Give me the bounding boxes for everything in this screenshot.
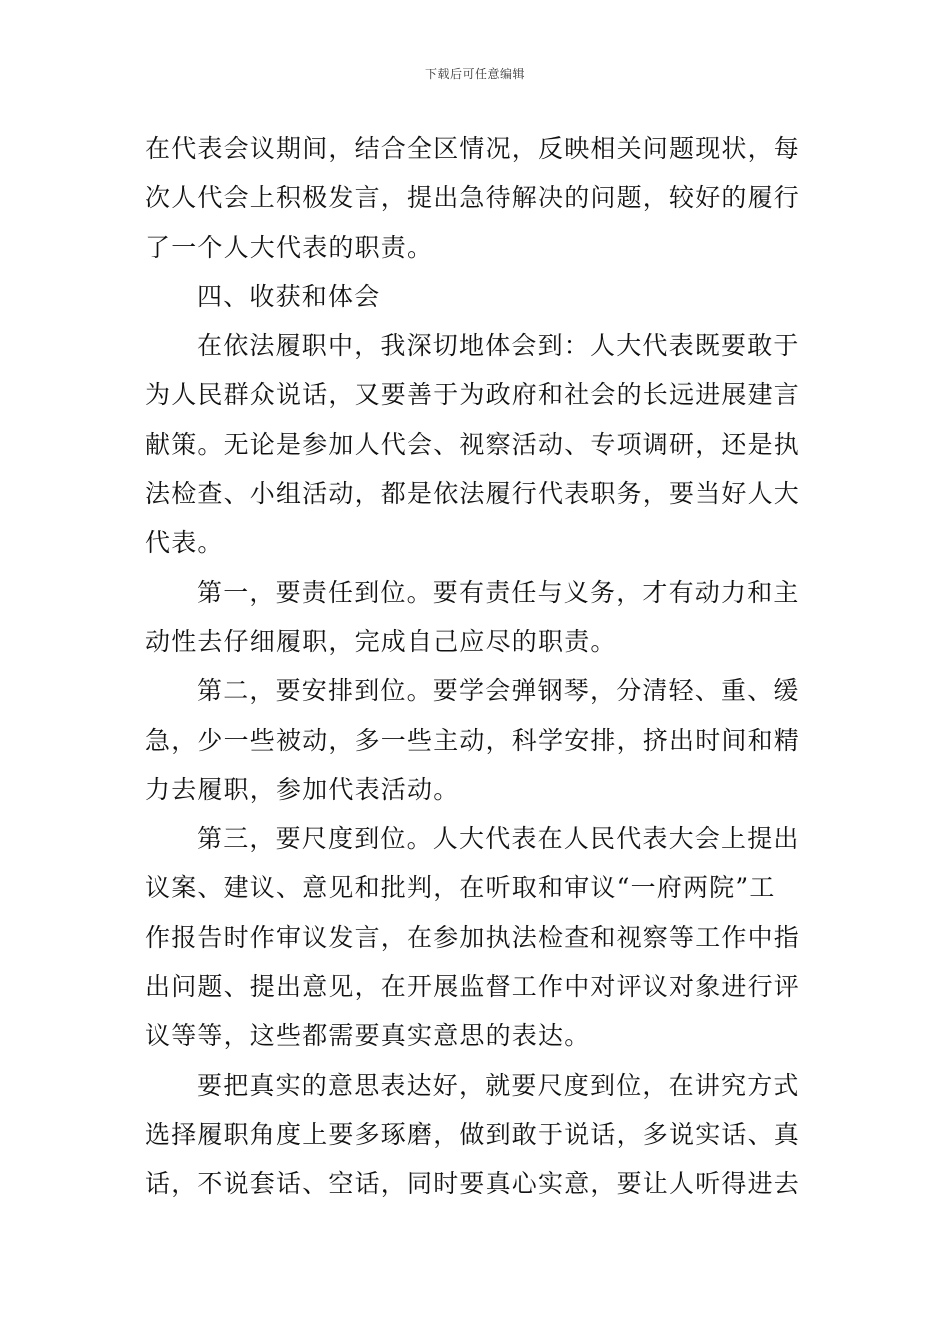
text-line: 代表。 [145,528,224,558]
page-header: 下载后可任意编辑 [424,67,525,81]
text-line: 献策。无论是参加人代会、视察活动、专项调研，还是执 [145,429,801,459]
text-line: 作报告时作审议发言，在参加执法检查和视察等工作中指 [145,922,801,952]
text-line: 在代表会议期间，结合全区情况，反映相关问题现状，每 [145,134,801,163]
text-line: 议等等，这些都需要真实意思的表达。 [145,1021,591,1051]
text-line: 急，少一些被动，多一些主动，科学安排，挤出时间和精 [145,725,801,755]
body-text [145,124,810,1209]
text-line: 第一，要责任到位。要有责任与义务，才有动力和主 [197,577,800,607]
text-line: 选择履职角度上要多琢磨，做到敢于说话，多说实话、真 [145,1119,801,1149]
text-line: 议案、建议、意见和批判，在听取和审议“一府两院”工 [145,873,776,903]
text-line: 力去履职，参加代表活动。 [145,774,460,804]
text-line: 在依法履职中，我深切地体会到：人大代表既要敢于 [197,331,800,361]
text-line: 要把真实的意思表达好，就要尺度到位，在讲究方式 [197,1070,800,1100]
text-line: 次人代会上积极发言，提出急待解决的问题，较好的履行 [145,183,801,213]
text-line: 动性去仔细履职，完成自己应尽的职责。 [145,626,617,656]
text-line: 了一个人大代表的职责。 [145,232,434,262]
text-line: 第二，要安排到位。要学会弹钢琴，分清轻、重、缓 [197,676,800,706]
text-line: 四、收获和体会 [197,281,381,311]
text-line: 法检查、小组活动，都是依法履行代表职务，要当好人大 [145,479,801,509]
text-line: 话，不说套话、空话，同时要真心实意，要让人听得进去 [145,1169,801,1199]
text-line: 为人民群众说话，又要善于为政府和社会的长远进展建言 [145,380,801,410]
text-line: 第三，要尺度到位。人大代表在人民代表大会上提出 [197,824,800,854]
text-line: 出问题、提出意见，在开展监督工作中对评议对象进行评 [145,972,801,1002]
